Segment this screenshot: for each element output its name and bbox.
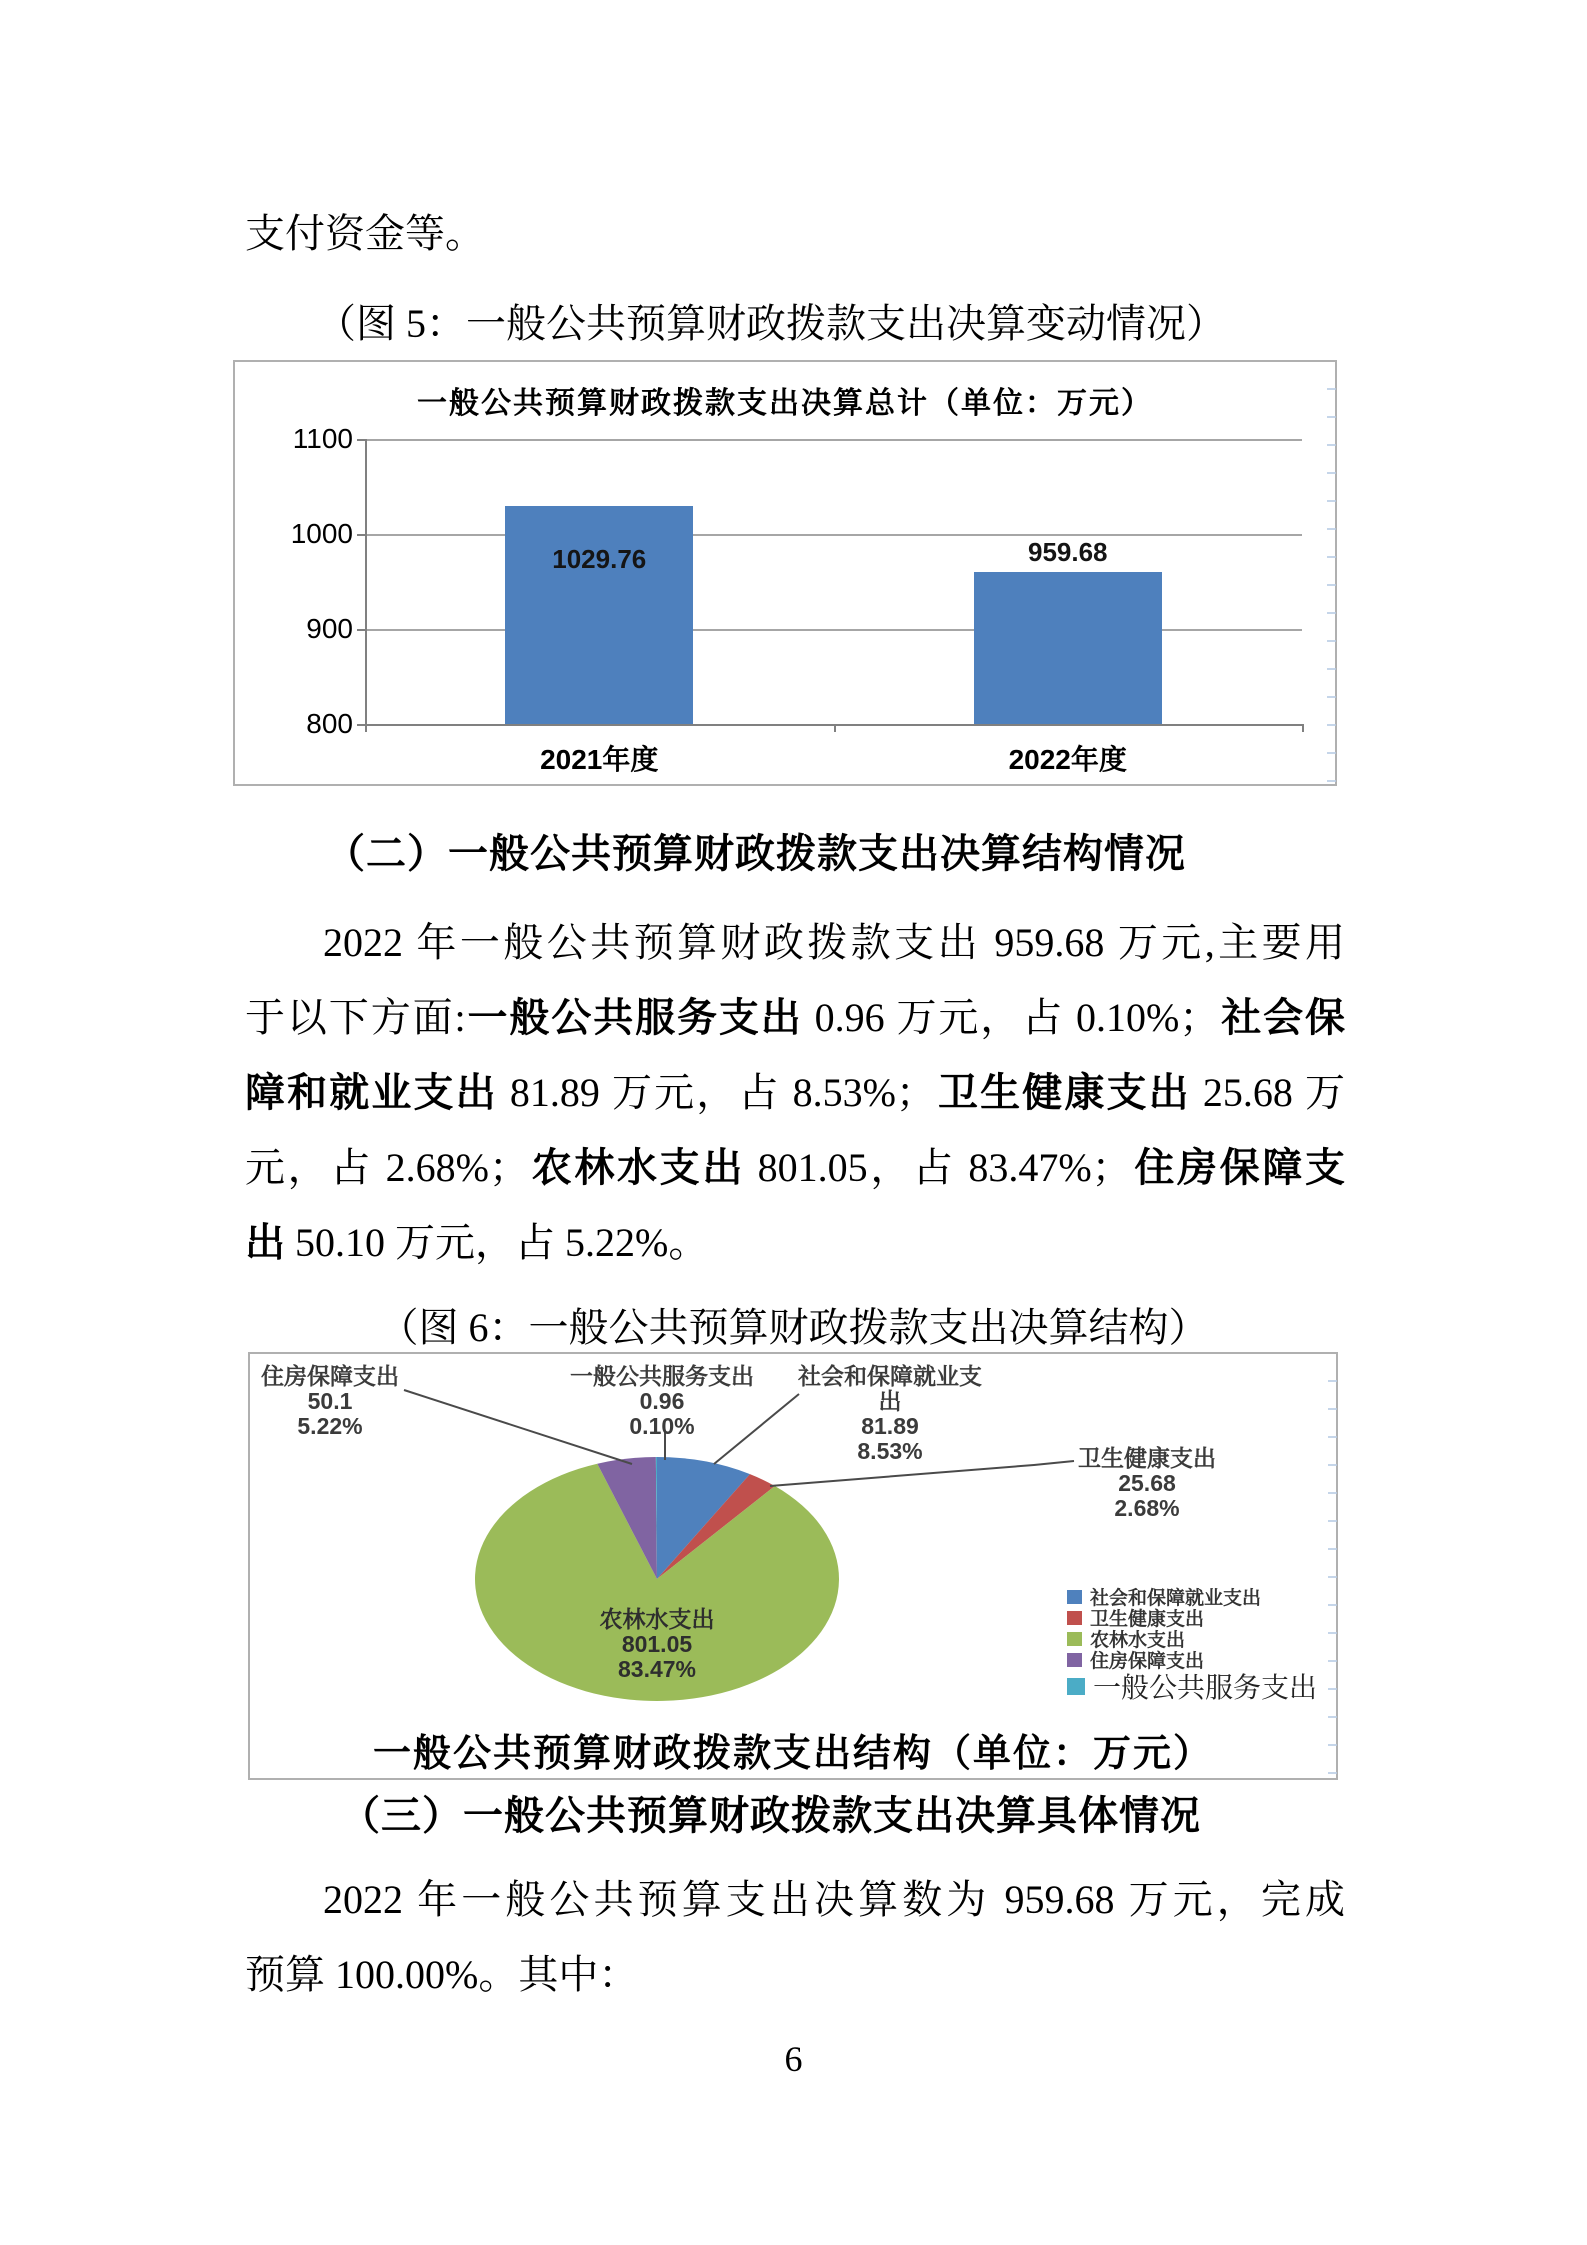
- bar-2021年度: [505, 506, 693, 724]
- page-number: 6: [784, 2039, 803, 2079]
- pie-chart-title: 一般公共预算财政拨款支出结构（单位：万元）: [372, 1733, 1213, 1775]
- legend-swatch: [1067, 1611, 1082, 1625]
- paragraph-line: 出 50.10 万元，占 5.22%。: [245, 1220, 709, 1265]
- x-axis-tick: [834, 724, 836, 732]
- bar-value-label: 1029.76: [552, 543, 647, 574]
- x-axis-tick: [365, 724, 367, 732]
- figure6-caption: （图 6：一般公共预算财政拨款支出决算结构）: [378, 1305, 1209, 1350]
- pie-legend: [1067, 1586, 1317, 1702]
- category-label: 2022年度: [1008, 744, 1127, 775]
- callout-general-public: 一般公共服务支出 0.96 0.10%: [570, 1363, 754, 1439]
- bar-chart-figure5: [233, 360, 1337, 786]
- y-axis-line: [365, 439, 367, 724]
- legend-swatch: [1067, 1632, 1082, 1646]
- y-axis-tick: [357, 534, 365, 536]
- y-axis-label: 800: [306, 708, 353, 739]
- paragraph-line: 预算 100.00%。其中：: [245, 1952, 639, 1997]
- y-axis-tick: [357, 439, 365, 441]
- callout-health: 卫生健康支出 25.68 2.68%: [1078, 1445, 1216, 1521]
- legend-label: 卫生健康支出: [1090, 1609, 1205, 1630]
- legend-label: 农林水支出: [1090, 1630, 1186, 1651]
- paragraph-line: 2022 年一般公共预算支出决算数为 959.68 万元，完成: [323, 1877, 1345, 1922]
- x-axis-tick: [1302, 724, 1304, 732]
- intro-text: 支付资金等。: [245, 211, 485, 256]
- paragraph-line: 元，占 2.68%；农林水支出 801.05，占 83.47%；住房保障支: [245, 1145, 1346, 1190]
- paragraph-line: 障和就业支出 81.89 万元，占 8.53%；卫生健康支出 25.68 万: [245, 1070, 1346, 1115]
- spreadsheet-edge-ticks: [1327, 362, 1336, 784]
- section2-heading: （二）一般公共预算财政拨款支出决算结构情况: [325, 832, 1186, 876]
- figure5-caption: （图 5：一般公共预算财政拨款支出决算变动情况）: [316, 301, 1226, 346]
- bar-2022年度: [974, 572, 1162, 724]
- paragraph-detail-intro: [245, 1862, 1345, 2012]
- y-axis-label: 900: [306, 613, 353, 644]
- paragraph-structure-overview: [245, 905, 1345, 1280]
- section3-heading: （三）一般公共预算财政拨款支出决算具体情况: [340, 1794, 1201, 1838]
- legend-swatch: [1067, 1678, 1085, 1695]
- paragraph-line: 于以下方面:一般公共服务支出 0.96 万元，占 0.10%；社会保: [245, 995, 1346, 1040]
- callout-housing: 住房保障支出 50.1 5.22%: [261, 1363, 399, 1439]
- legend-label: 一般公共服务支出: [1093, 1672, 1318, 1703]
- legend-label: 社会和保障就业支出: [1090, 1588, 1262, 1609]
- y-axis-tick: [357, 724, 365, 726]
- legend-swatch: [1067, 1590, 1082, 1604]
- legend-label: 住房保障支出: [1090, 1651, 1205, 1672]
- callout-social-security: 社会和保障就业支 出 81.89 8.53%: [798, 1363, 982, 1464]
- pie-chart-figure6: [248, 1352, 1338, 1780]
- leader-health: [770, 1461, 1074, 1486]
- legend-item: [1067, 1670, 1317, 1702]
- paragraph-line: 2022 年一般公共预算财政拨款支出 959.68 万元,主要用: [323, 920, 1345, 965]
- y-axis-tick: [357, 629, 365, 631]
- y-axis-label: 1000: [290, 518, 353, 549]
- category-label: 2021年度: [540, 744, 659, 775]
- legend-swatch: [1067, 1653, 1082, 1667]
- bar-value-label: 959.68: [1027, 537, 1108, 568]
- y-axis-label: 1100: [292, 423, 353, 454]
- gridline-1100: [365, 439, 1302, 441]
- callout-agriculture: 农林水支出 801.05 83.47%: [599, 1606, 715, 1682]
- bar-chart-title: 一般公共预算财政拨款支出决算总计（单位：万元）: [417, 387, 1153, 420]
